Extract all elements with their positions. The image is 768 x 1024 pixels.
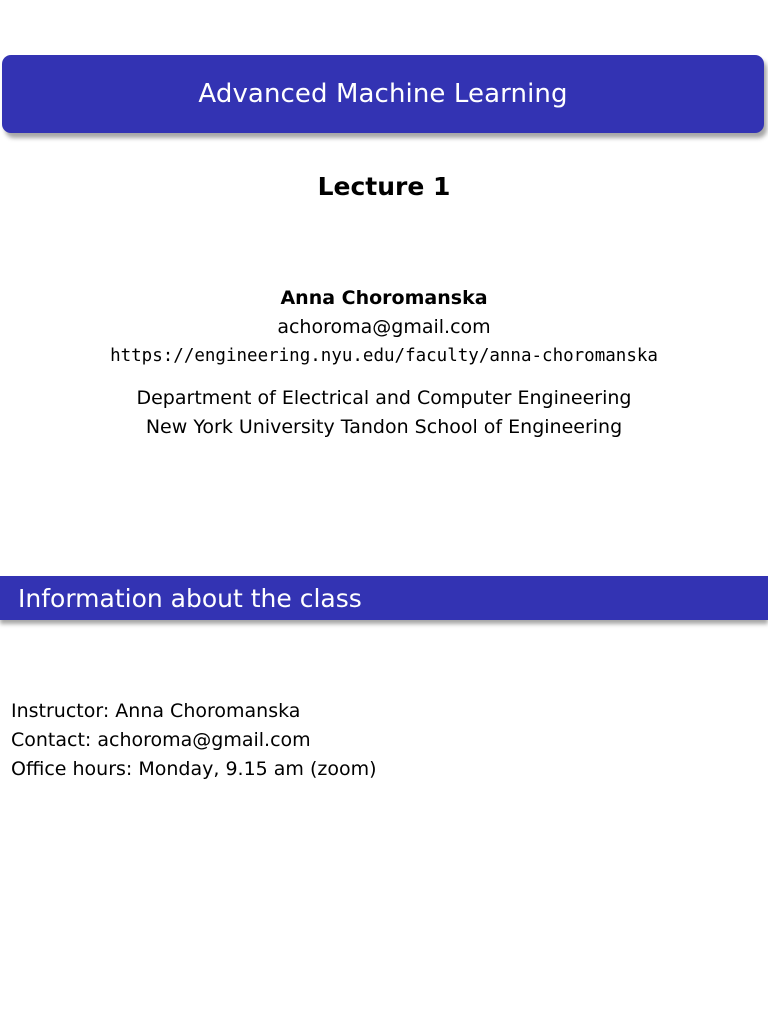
presentation-title: Advanced Machine Learning <box>198 79 568 109</box>
author-block <box>0 284 768 371</box>
author-name: Anna Choromanska <box>280 287 488 309</box>
school-line: New York University Tandon School of Engineering <box>145 416 623 438</box>
instructor-line: Instructor: Anna Choromanska <box>11 700 301 722</box>
department-line: Department of Electrical and Computer Engineering <box>136 387 632 409</box>
office-hours-line: Office hours: Monday, 9.15 am (zoom) <box>11 758 377 780</box>
author-url: https://engineering.nyu.edu/faculty/anna-choromanska <box>110 346 658 366</box>
frame-title-bar <box>0 576 768 620</box>
lecture-subtitle: Lecture 1 <box>317 172 451 201</box>
class-info-list <box>11 697 377 784</box>
frame-title: Information about the class <box>18 583 362 613</box>
institute-block <box>0 384 768 442</box>
contact-line: Contact: achoroma@gmail.com <box>11 729 311 751</box>
author-email: achoroma@gmail.com <box>277 316 491 338</box>
title-banner <box>2 55 764 133</box>
